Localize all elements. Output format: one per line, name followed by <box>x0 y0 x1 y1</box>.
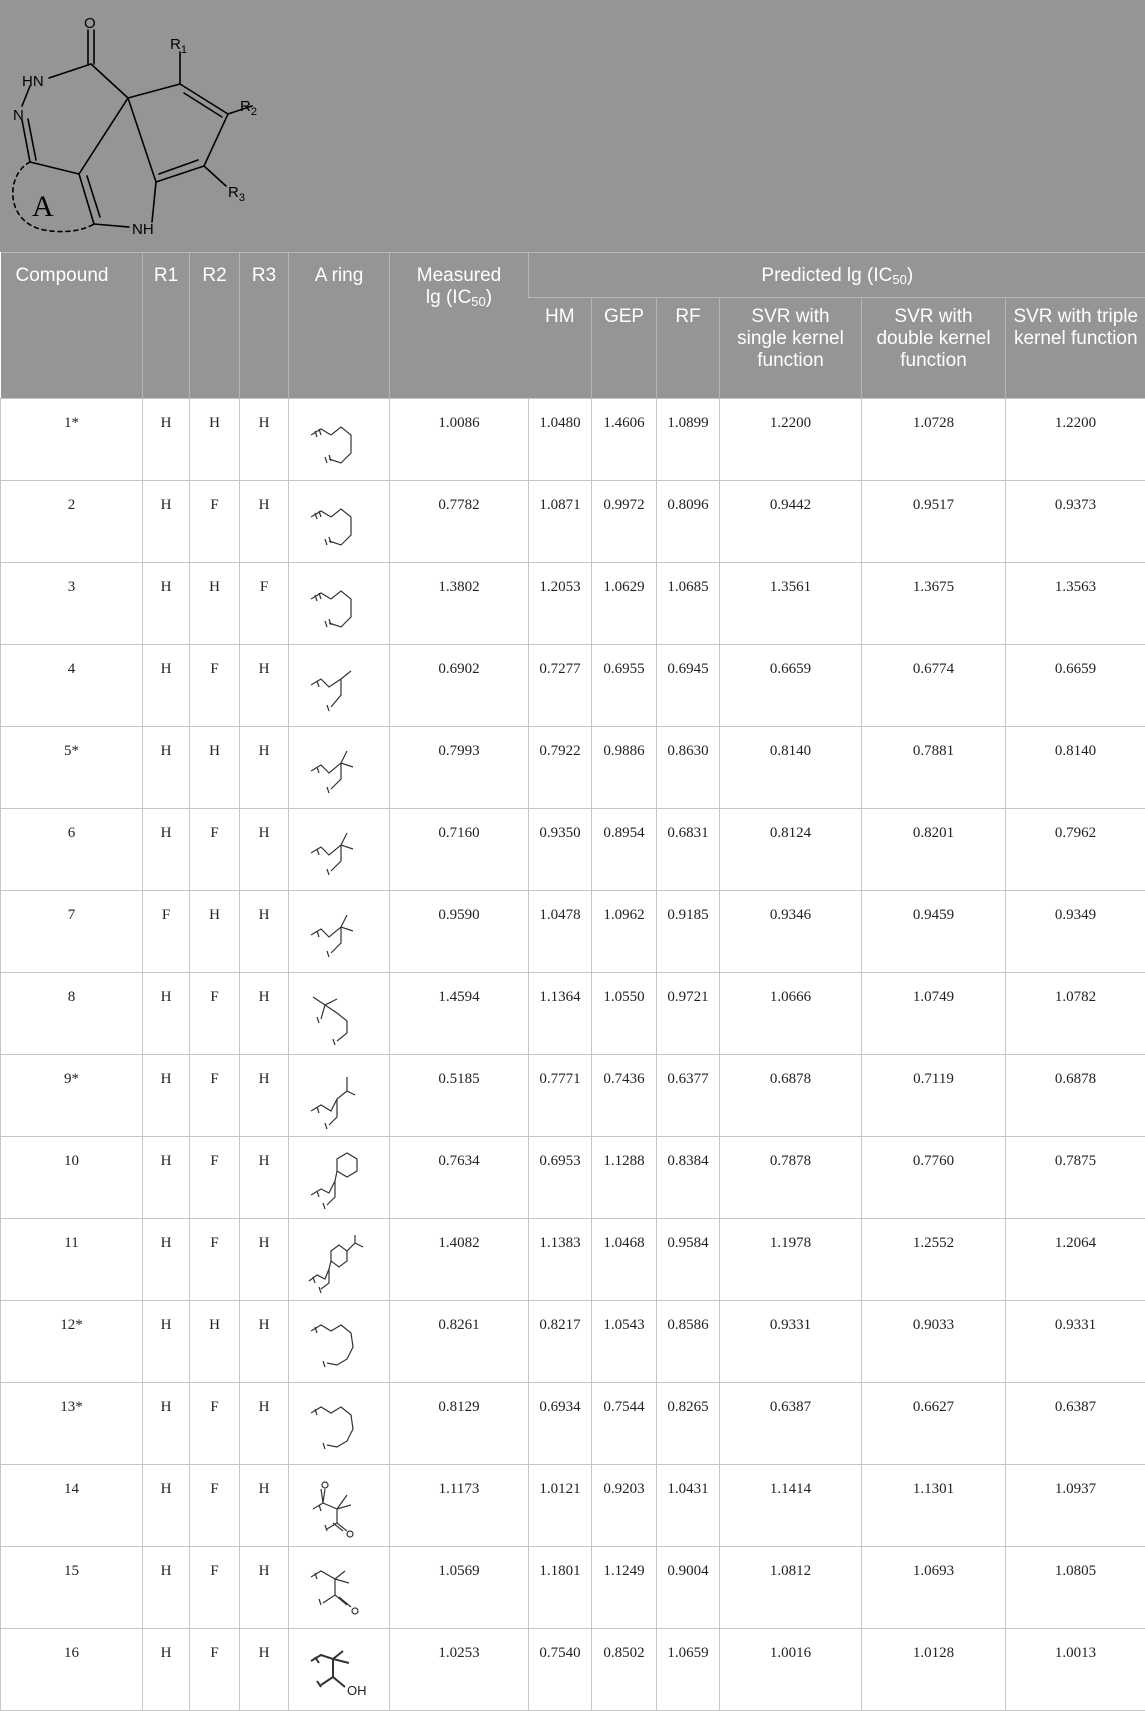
cell-gep: 0.9886 <box>592 727 657 809</box>
cell-svr2: 0.8201 <box>862 809 1006 891</box>
cell-r1: H <box>143 1219 190 1301</box>
cell-rf: 0.9721 <box>657 973 720 1055</box>
cell-r2: H <box>190 399 240 481</box>
a-ring-structure-cell <box>289 399 390 481</box>
cell-hm: 1.0871 <box>529 481 592 563</box>
scaffold-label-r3: $R_3$ <box>228 184 245 204</box>
cell-compound: 4 <box>1 645 143 727</box>
cell-svr3: 1.0805 <box>1006 1547 1145 1629</box>
cell-measured: 1.1173 <box>390 1465 529 1547</box>
cell-hm: 1.1364 <box>529 973 592 1055</box>
ring-dimethyl-structure-image <box>307 901 371 971</box>
header-r3: R3 <box>240 253 289 399</box>
cell-rf: 0.9185 <box>657 891 720 973</box>
cell-svr2: 1.0128 <box>862 1629 1006 1711</box>
a-ring-structure-cell <box>289 481 390 563</box>
a-ring-structure-cell <box>289 1301 390 1383</box>
cell-svr3: 0.9331 <box>1006 1301 1145 1383</box>
cell-gep: 1.0962 <box>592 891 657 973</box>
cell-measured: 0.7993 <box>390 727 529 809</box>
cell-svr1: 1.0666 <box>720 973 862 1055</box>
table-row <box>1 645 1145 727</box>
cell-r2: F <box>190 973 240 1055</box>
cell-svr1: 0.9331 <box>720 1301 862 1383</box>
a-ring-structure-cell <box>289 1137 390 1219</box>
table-row <box>1 1629 1145 1711</box>
header-rf: RF <box>657 298 720 399</box>
cell-r3: H <box>240 809 289 891</box>
cell-r3: H <box>240 1465 289 1547</box>
cell-svr3: 0.7962 <box>1006 809 1145 891</box>
cell-svr2: 0.7881 <box>862 727 1006 809</box>
ring-c4-structure-image <box>307 573 371 643</box>
a-ring-structure-cell <box>289 1547 390 1629</box>
cell-svr1: 0.9346 <box>720 891 862 973</box>
cell-svr2: 1.0728 <box>862 399 1006 481</box>
a-ring-structure-cell <box>289 645 390 727</box>
cell-rf: 0.6831 <box>657 809 720 891</box>
cell-measured: 1.0086 <box>390 399 529 481</box>
cell-svr3: 1.0013 <box>1006 1629 1145 1711</box>
ring-c4-structure-image <box>307 409 371 479</box>
ring-isopropyl-structure-image <box>307 1065 371 1135</box>
ring-c4-structure-image <box>307 491 371 561</box>
cell-r1: F <box>143 891 190 973</box>
cell-r2: F <box>190 1383 240 1465</box>
cell-r1: H <box>143 1301 190 1383</box>
cell-r1: H <box>143 1055 190 1137</box>
a-ring-structure-cell <box>289 973 390 1055</box>
cell-gep: 1.0629 <box>592 563 657 645</box>
cell-rf: 1.0685 <box>657 563 720 645</box>
a-ring-structure-cell <box>289 727 390 809</box>
a-ring-structure-cell <box>289 1219 390 1301</box>
cell-gep: 0.9203 <box>592 1465 657 1547</box>
cell-hm: 1.1383 <box>529 1219 592 1301</box>
cell-r3: H <box>240 727 289 809</box>
cell-r3: H <box>240 891 289 973</box>
cell-measured: 0.5185 <box>390 1055 529 1137</box>
cell-svr3: 1.3563 <box>1006 563 1145 645</box>
table-row <box>1 891 1145 973</box>
cell-svr2: 0.9459 <box>862 891 1006 973</box>
cell-r3: H <box>240 1055 289 1137</box>
cell-svr3: 1.2200 <box>1006 399 1145 481</box>
cell-compound: 8 <box>1 973 143 1055</box>
cell-rf: 1.0431 <box>657 1465 720 1547</box>
cell-r1: H <box>143 399 190 481</box>
cell-rf: 1.0659 <box>657 1629 720 1711</box>
cell-r1: H <box>143 973 190 1055</box>
cell-svr3: 0.6659 <box>1006 645 1145 727</box>
header-a-ring: A ring <box>289 253 390 399</box>
ic50-table <box>0 252 1145 1711</box>
cell-r3: H <box>240 973 289 1055</box>
header-svr-triple: SVR with triple kernel function <box>1006 298 1145 399</box>
cell-gep: 0.7544 <box>592 1383 657 1465</box>
table-row <box>1 1055 1145 1137</box>
cell-measured: 1.0253 <box>390 1629 529 1711</box>
scaffold-label-n: N <box>13 107 24 124</box>
cell-svr3: 0.9373 <box>1006 481 1145 563</box>
table-row <box>1 809 1145 891</box>
table-row <box>1 399 1145 481</box>
cell-svr2: 0.9033 <box>862 1301 1006 1383</box>
cell-compound: 5* <box>1 727 143 809</box>
cell-hm: 0.7771 <box>529 1055 592 1137</box>
cell-rf: 0.8384 <box>657 1137 720 1219</box>
cell-compound: 15 <box>1 1547 143 1629</box>
scaffold-label-o: O <box>84 15 96 32</box>
cell-r2: F <box>190 1629 240 1711</box>
cell-svr1: 0.6878 <box>720 1055 862 1137</box>
cell-rf: 1.0899 <box>657 399 720 481</box>
cell-compound: 12* <box>1 1301 143 1383</box>
ring-hydroxyl-structure-image <box>307 1639 371 1709</box>
cell-r2: F <box>190 1547 240 1629</box>
cell-svr3: 0.8140 <box>1006 727 1145 809</box>
ring-c5-structure-image <box>307 1393 371 1463</box>
cell-compound: 14 <box>1 1465 143 1547</box>
table-row <box>1 563 1145 645</box>
cell-r1: H <box>143 563 190 645</box>
cell-svr3: 0.7875 <box>1006 1137 1145 1219</box>
header-svr-double: SVR with double kernel function <box>862 298 1006 399</box>
cell-hm: 0.9350 <box>529 809 592 891</box>
cell-gep: 1.1249 <box>592 1547 657 1629</box>
header-compound: Compound <box>1 253 143 399</box>
cell-compound: 16 <box>1 1629 143 1711</box>
cell-svr1: 1.0016 <box>720 1629 862 1711</box>
header-svr-single: SVR with single kernel function <box>720 298 862 399</box>
cell-measured: 0.7634 <box>390 1137 529 1219</box>
cell-r3: H <box>240 399 289 481</box>
cell-r2: H <box>190 1301 240 1383</box>
table-row <box>1 1219 1145 1301</box>
cell-svr1: 0.6659 <box>720 645 862 727</box>
ring-diketone-structure-image <box>307 1475 371 1545</box>
ring-aryl-dimethylamino-structure-image <box>307 1229 371 1299</box>
cell-rf: 0.6377 <box>657 1055 720 1137</box>
cell-svr1: 1.1978 <box>720 1219 862 1301</box>
cell-svr3: 0.9349 <box>1006 891 1145 973</box>
cell-svr1: 0.8124 <box>720 809 862 891</box>
cell-svr3: 1.0782 <box>1006 973 1145 1055</box>
cell-rf: 0.8265 <box>657 1383 720 1465</box>
cell-hm: 0.7540 <box>529 1629 592 1711</box>
a-ring-structure-cell <box>289 1629 390 1711</box>
cell-measured: 0.8129 <box>390 1383 529 1465</box>
cell-r2: F <box>190 1219 240 1301</box>
scaffold-panel <box>0 0 1145 252</box>
cell-svr2: 0.6627 <box>862 1383 1006 1465</box>
cell-r1: H <box>143 1629 190 1711</box>
cell-rf: 0.8096 <box>657 481 720 563</box>
cell-svr3: 1.2064 <box>1006 1219 1145 1301</box>
cell-rf: 0.9004 <box>657 1547 720 1629</box>
cell-hm: 0.7922 <box>529 727 592 809</box>
cell-r3: H <box>240 645 289 727</box>
scaffold-label-a: A <box>32 190 54 223</box>
cell-r1: H <box>143 481 190 563</box>
cell-svr1: 1.1414 <box>720 1465 862 1547</box>
cell-r2: F <box>190 1055 240 1137</box>
cell-r2: F <box>190 1137 240 1219</box>
cell-svr1: 1.3561 <box>720 563 862 645</box>
cell-svr2: 0.7119 <box>862 1055 1006 1137</box>
cell-svr3: 0.6387 <box>1006 1383 1145 1465</box>
cell-svr2: 1.0749 <box>862 973 1006 1055</box>
header-gep: GEP <box>592 298 657 399</box>
cell-svr1: 0.6387 <box>720 1383 862 1465</box>
ring-ketone-structure-image <box>307 1557 371 1627</box>
cell-r2: F <box>190 1465 240 1547</box>
cell-r2: F <box>190 809 240 891</box>
table-row <box>1 727 1145 809</box>
cell-r1: H <box>143 727 190 809</box>
cell-hm: 1.0480 <box>529 399 592 481</box>
cell-svr2: 1.0693 <box>862 1547 1006 1629</box>
ring-c5-structure-image <box>307 1311 371 1381</box>
table-row <box>1 481 1145 563</box>
cell-r2: H <box>190 727 240 809</box>
scaffold-label-r2: $R_2$ <box>240 98 257 118</box>
cell-rf: 0.8586 <box>657 1301 720 1383</box>
cell-gep: 0.6955 <box>592 645 657 727</box>
cell-gep: 1.0550 <box>592 973 657 1055</box>
cell-svr1: 0.9442 <box>720 481 862 563</box>
table-row <box>1 1301 1145 1383</box>
a-ring-structure-cell <box>289 809 390 891</box>
cell-compound: 1* <box>1 399 143 481</box>
cell-measured: 0.8261 <box>390 1301 529 1383</box>
cell-svr2: 0.7760 <box>862 1137 1006 1219</box>
ring-dimethyl-structure-image <box>307 737 371 807</box>
header-r1: R1 <box>143 253 190 399</box>
cell-svr1: 0.8140 <box>720 727 862 809</box>
cell-gep: 1.0543 <box>592 1301 657 1383</box>
cell-measured: 0.6902 <box>390 645 529 727</box>
cell-measured: 1.4594 <box>390 973 529 1055</box>
table-row <box>1 1465 1145 1547</box>
cell-compound: 11 <box>1 1219 143 1301</box>
cell-measured: 1.4082 <box>390 1219 529 1301</box>
cell-r1: H <box>143 645 190 727</box>
cell-r3: H <box>240 1219 289 1301</box>
cell-gep: 0.8502 <box>592 1629 657 1711</box>
cell-r3: H <box>240 1137 289 1219</box>
hydroxyl-label: OH <box>347 1683 367 1698</box>
cell-measured: 1.0569 <box>390 1547 529 1629</box>
cell-svr2: 1.2552 <box>862 1219 1006 1301</box>
cell-r2: F <box>190 645 240 727</box>
cell-r2: H <box>190 563 240 645</box>
cell-r1: H <box>143 1465 190 1547</box>
cell-compound: 2 <box>1 481 143 563</box>
cell-rf: 0.9584 <box>657 1219 720 1301</box>
cell-compound: 6 <box>1 809 143 891</box>
header-hm: HM <box>529 298 592 399</box>
scaffold-structure-image <box>4 4 304 244</box>
cell-r3: F <box>240 563 289 645</box>
cell-hm: 0.6934 <box>529 1383 592 1465</box>
cell-measured: 1.3802 <box>390 563 529 645</box>
a-ring-structure-cell <box>289 563 390 645</box>
cell-compound: 7 <box>1 891 143 973</box>
cell-r3: H <box>240 1629 289 1711</box>
header-r2: R2 <box>190 253 240 399</box>
ring-gem-top-structure-image <box>307 983 371 1053</box>
cell-svr1: 1.0812 <box>720 1547 862 1629</box>
cell-r3: H <box>240 481 289 563</box>
cell-measured: 0.9590 <box>390 891 529 973</box>
cell-svr2: 0.6774 <box>862 645 1006 727</box>
table-row <box>1 1137 1145 1219</box>
cell-gep: 0.7436 <box>592 1055 657 1137</box>
cell-hm: 1.0121 <box>529 1465 592 1547</box>
cell-r2: H <box>190 891 240 973</box>
cell-r1: H <box>143 1137 190 1219</box>
cell-r3: H <box>240 1547 289 1629</box>
cell-compound: 13* <box>1 1383 143 1465</box>
cell-r2: F <box>190 481 240 563</box>
cell-compound: 9* <box>1 1055 143 1137</box>
cell-gep: 0.8954 <box>592 809 657 891</box>
cell-hm: 0.8217 <box>529 1301 592 1383</box>
cell-compound: 3 <box>1 563 143 645</box>
header-predicted: Predicted $\lg (IC_{50})$ <box>529 253 1145 298</box>
cell-hm: 1.2053 <box>529 563 592 645</box>
scaffold-label-hn: HN <box>22 73 44 90</box>
cell-r1: H <box>143 1547 190 1629</box>
cell-hm: 0.7277 <box>529 645 592 727</box>
cell-hm: 1.0478 <box>529 891 592 973</box>
cell-compound: 10 <box>1 1137 143 1219</box>
cell-svr3: 1.0937 <box>1006 1465 1145 1547</box>
scaffold-label-nh: NH <box>132 221 154 238</box>
cell-r1: H <box>143 1383 190 1465</box>
cell-measured: 0.7782 <box>390 481 529 563</box>
a-ring-structure-cell <box>289 1383 390 1465</box>
cell-svr2: 1.3675 <box>862 563 1006 645</box>
cell-hm: 0.6953 <box>529 1137 592 1219</box>
cell-svr2: 1.1301 <box>862 1465 1006 1547</box>
cell-gep: 0.9972 <box>592 481 657 563</box>
table-row <box>1 1383 1145 1465</box>
a-ring-structure-cell <box>289 891 390 973</box>
cell-svr1: 0.7878 <box>720 1137 862 1219</box>
cell-svr3: 0.6878 <box>1006 1055 1145 1137</box>
cell-r1: H <box>143 809 190 891</box>
ring-dimethyl-structure-image <box>307 819 371 889</box>
cell-rf: 0.8630 <box>657 727 720 809</box>
table-row <box>1 1547 1145 1629</box>
ring-methyl-structure-image <box>307 655 371 725</box>
cell-measured: 0.7160 <box>390 809 529 891</box>
cell-svr1: 1.2200 <box>720 399 862 481</box>
header-measured: Measured $\lg (IC_{50})$ <box>390 253 529 399</box>
a-ring-structure-cell <box>289 1055 390 1137</box>
cell-r3: H <box>240 1301 289 1383</box>
cell-gep: 1.1288 <box>592 1137 657 1219</box>
cell-gep: 1.0468 <box>592 1219 657 1301</box>
cell-rf: 0.6945 <box>657 645 720 727</box>
ring-phenyl-structure-image <box>307 1147 371 1217</box>
cell-svr2: 0.9517 <box>862 481 1006 563</box>
scaffold-label-r1: $R_1$ <box>170 36 187 56</box>
cell-r3: H <box>240 1383 289 1465</box>
cell-hm: 1.1801 <box>529 1547 592 1629</box>
table-row <box>1 973 1145 1055</box>
cell-gep: 1.4606 <box>592 399 657 481</box>
a-ring-structure-cell <box>289 1465 390 1547</box>
